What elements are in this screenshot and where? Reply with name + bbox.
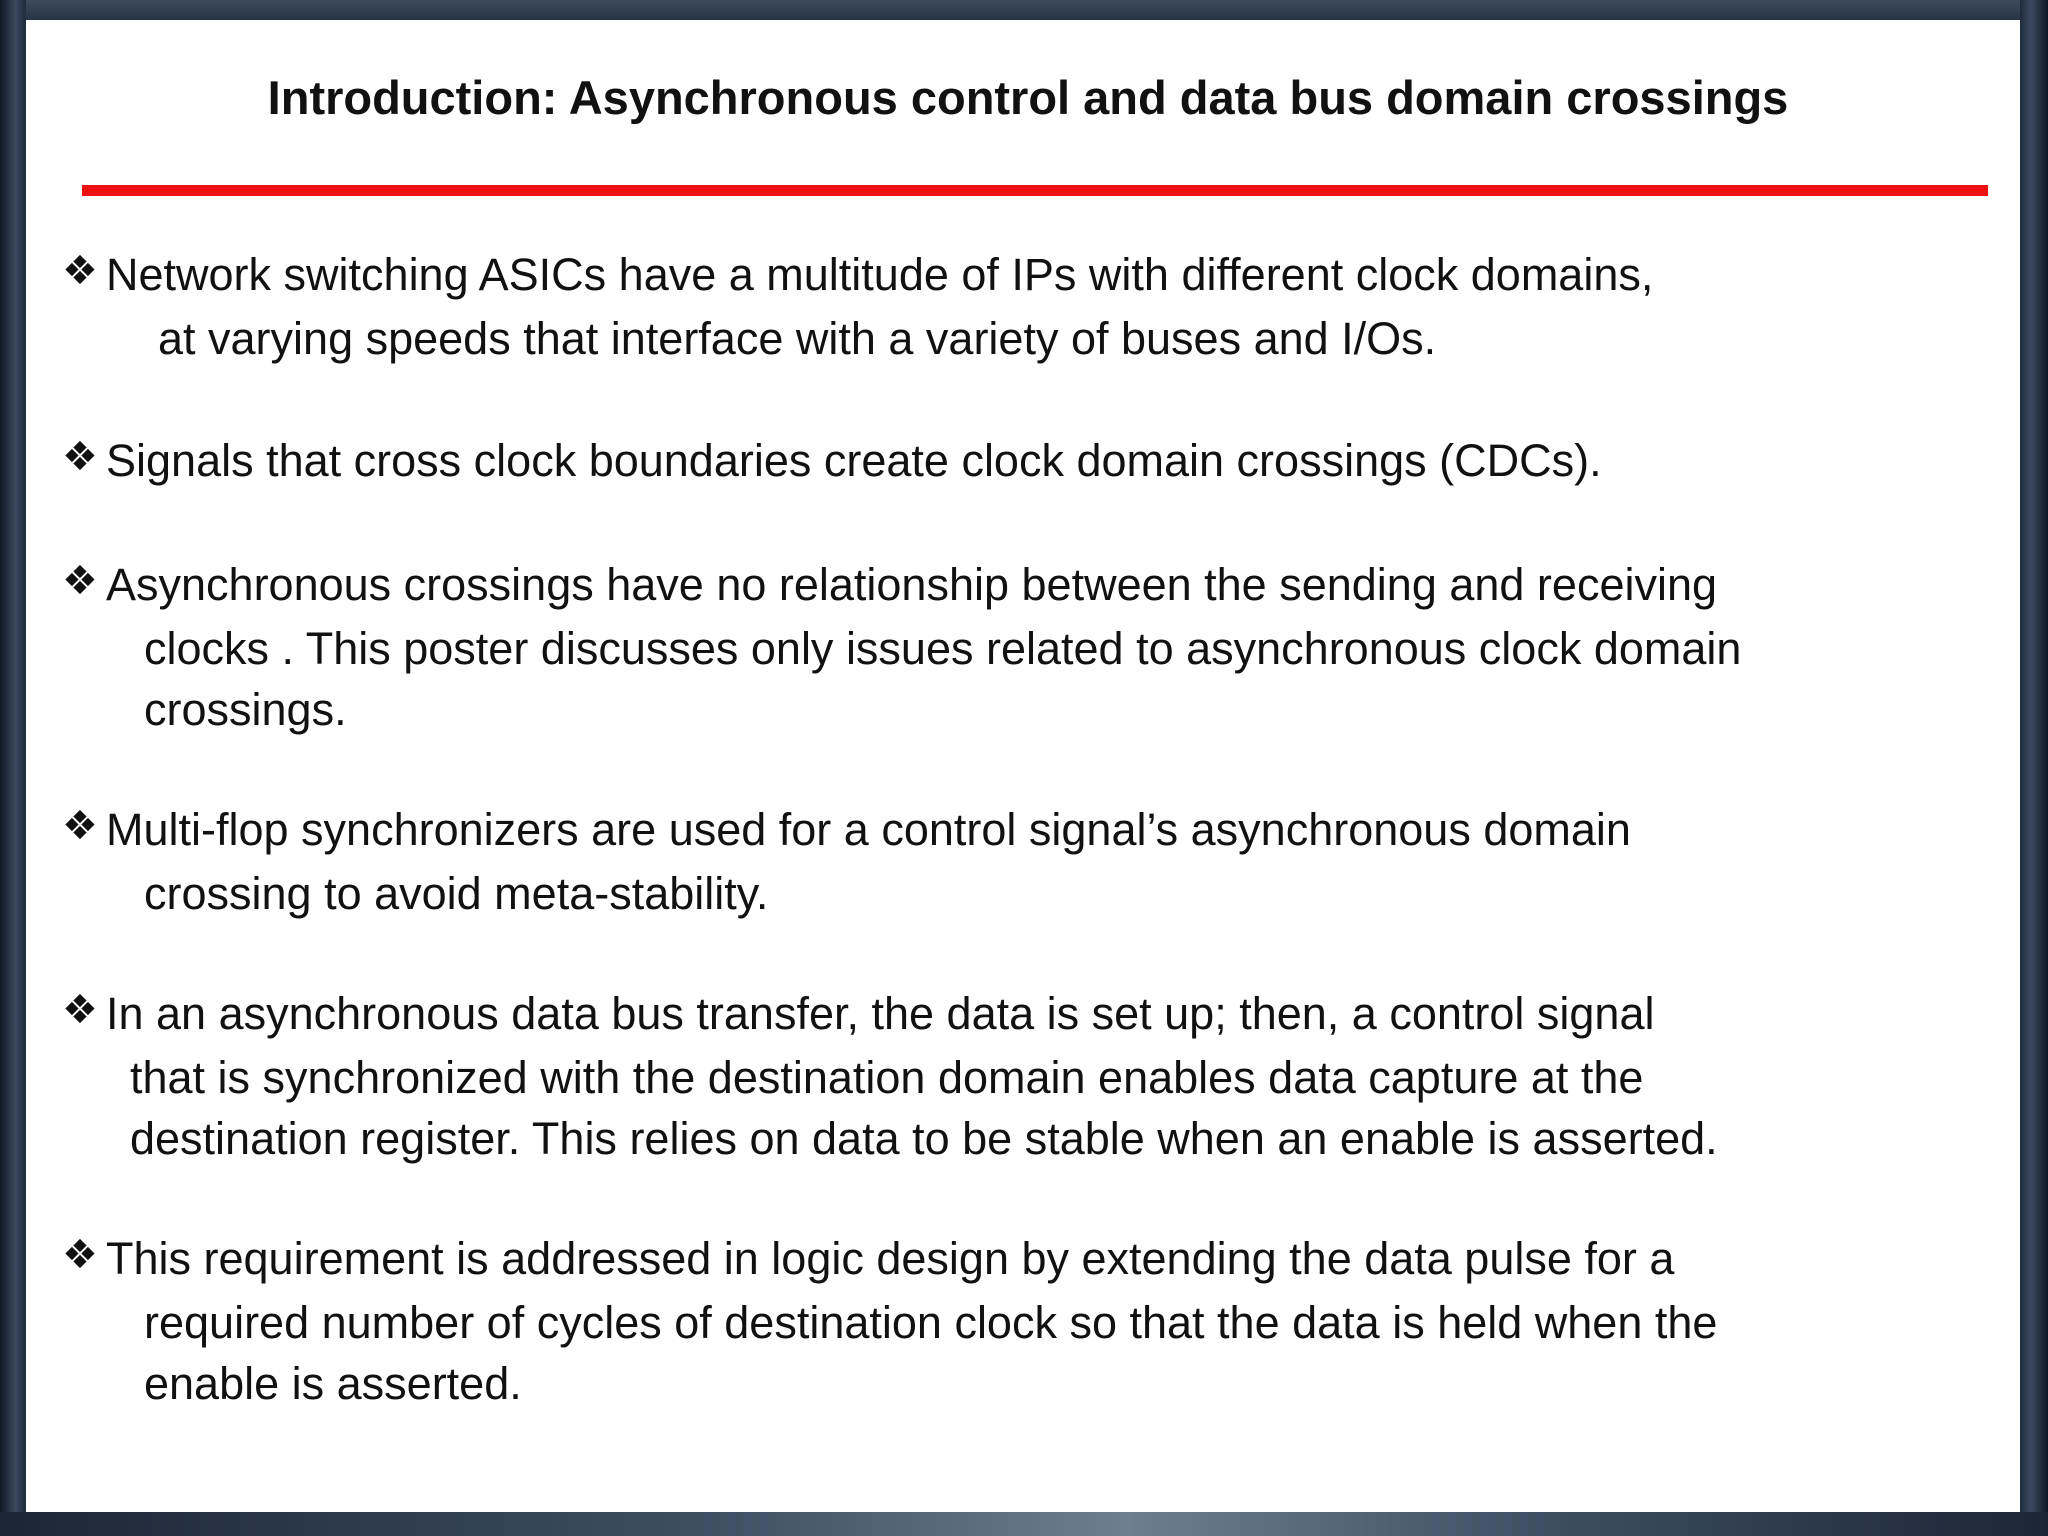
frame-top-edge [0, 0, 2048, 20]
frame-left-edge [0, 0, 26, 1536]
bullet-item [62, 554, 1992, 740]
bullet-line: destination register. This relies on data to be stable when an enable is asserted. [130, 1113, 1718, 1164]
bullet-line [62, 244, 1992, 308]
bullet-line: crossings. [144, 684, 347, 735]
bullet-text: Network switching ASICs have a multitude of IPs with different clock domains, [106, 249, 1654, 300]
bullet-line: clocks . This poster discusses only issues related to asynchronous clock domain [144, 623, 1742, 674]
bullet-item [62, 799, 1992, 924]
frame-bottom-edge [0, 1512, 2048, 1536]
bullet-item [62, 430, 1992, 494]
bullet-line [62, 1228, 1992, 1292]
slide-title: Introduction: Asynchronous control and data bus domain crossings [267, 71, 1789, 124]
slide-canvas [26, 20, 2020, 1512]
bullet-line: that is synchronized with the destination domain enables data capture at the [130, 1052, 1644, 1103]
bullet-text: This requirement is addressed in logic design by extending the data pulse for a [106, 1233, 1675, 1284]
bullet-line [62, 554, 1992, 618]
bullet-line [62, 430, 1992, 494]
bullet-text: Asynchronous crossings have no relationship between the sending and receiving [106, 559, 1718, 610]
diamond-bullet-icon: ❖ [62, 435, 98, 479]
diamond-bullet-icon: ❖ [62, 1233, 98, 1277]
bullet-line: required number of cycles of destination clock so that the data is held when the [144, 1297, 1718, 1348]
bullet-item [62, 983, 1992, 1169]
bullet-line: at varying speeds that interface with a variety of buses and I/Os. [158, 313, 1437, 364]
bullet-text: In an asynchronous data bus transfer, the data is set up; then, a control signal [106, 988, 1655, 1039]
bullet-item [62, 244, 1992, 369]
bullet-line [62, 799, 1992, 863]
diamond-bullet-icon: ❖ [62, 988, 98, 1032]
diamond-bullet-icon: ❖ [62, 559, 98, 603]
bullet-text: Signals that cross clock boundaries create clock domain crossings (CDCs). [106, 435, 1602, 486]
diamond-bullet-icon: ❖ [62, 249, 98, 293]
bullet-text: Multi-flop synchronizers are used for a control signal’s asynchronous domain [106, 804, 1631, 855]
bullet-line: enable is asserted. [144, 1358, 522, 1409]
bullet-line [62, 983, 1992, 1047]
title-divider [82, 185, 1988, 196]
bullet-item [62, 1228, 1992, 1414]
frame-right-edge [2020, 0, 2048, 1536]
bullet-line: crossing to avoid meta-stability. [144, 868, 769, 919]
diamond-bullet-icon: ❖ [62, 804, 98, 848]
